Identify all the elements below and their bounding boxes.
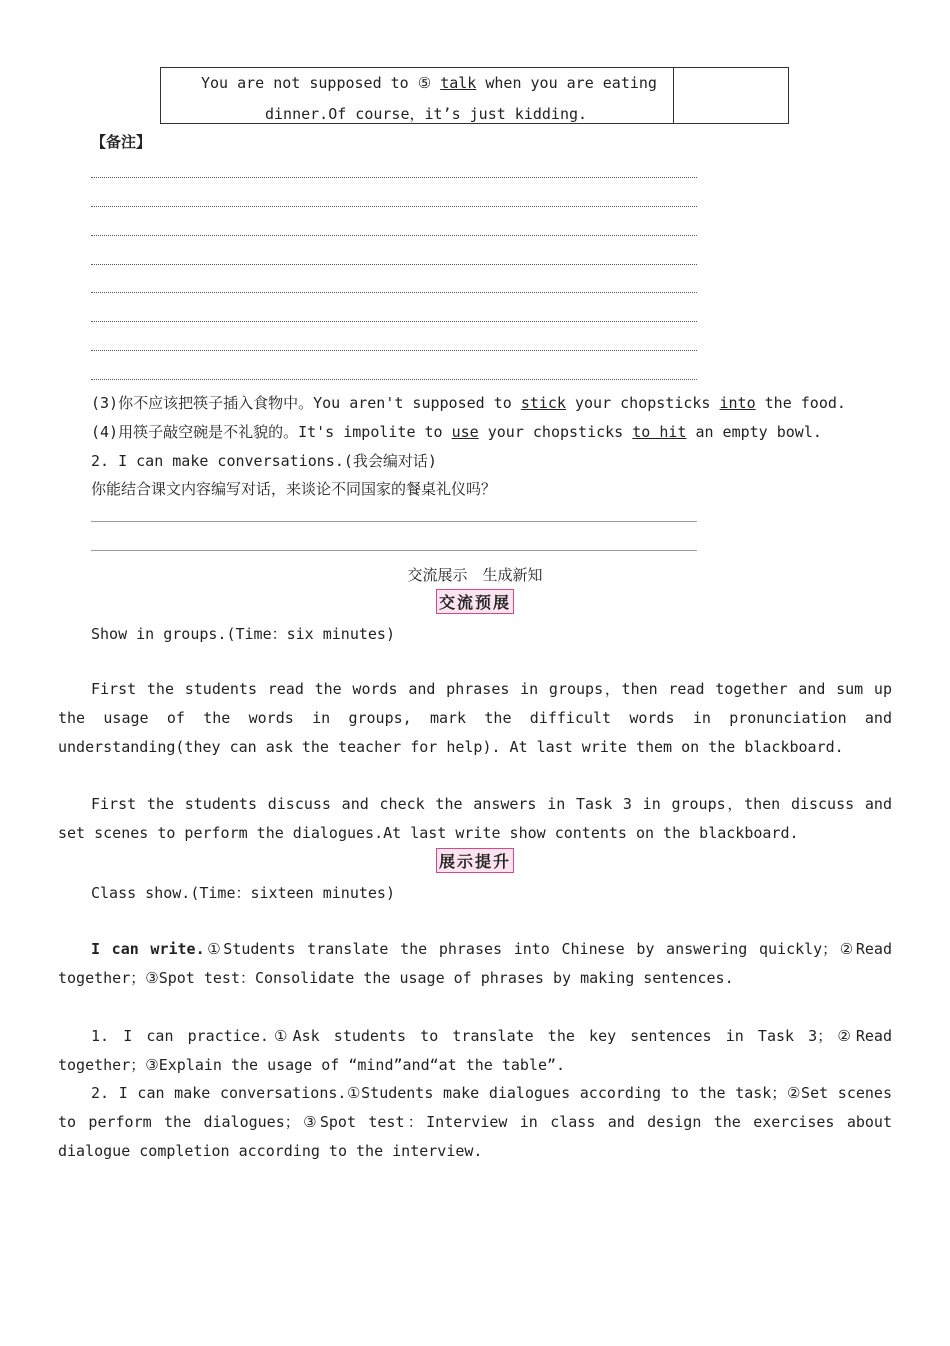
show-in-groups: Show in groups.(Time：six minutes)	[91, 625, 395, 643]
note-line	[91, 264, 697, 265]
section-heading: 交流展示 生成新知	[407, 566, 543, 584]
paragraph-i-can-practice: 1. I can practice.①Ask students to translate the key sentences in Task 3；②Read together；③Explain the usage of “mind”and“at the table”.	[58, 1027, 892, 1074]
notes-label: 【备注】	[91, 133, 152, 151]
note-line	[91, 321, 697, 322]
answer-stick: stick	[520, 394, 566, 412]
tag-exchange-preview-wrap	[0, 589, 950, 614]
answer-into: into	[719, 394, 756, 412]
note-line	[91, 350, 697, 351]
tag-show-improve: 展示提升	[436, 848, 514, 873]
class-show: Class show.(Time：sixteen minutes)	[91, 884, 395, 902]
note-line	[91, 177, 697, 178]
sentence-3: (3)你不应该把筷子插入食物中。You aren't supposed to stick your chopsticks into the food.	[91, 394, 846, 412]
table-cell-line-1: You are not supposed to ⑤ talk when you are eating	[201, 74, 657, 92]
item-2-title: 2. I can make conversations.(我会编对话)	[91, 452, 437, 470]
paragraph-group-discussion: First the students discuss and check the answers in Task 3 in groups，then discuss and set scenes to perform the dialogues.At last write show contents on the blackboard.	[58, 795, 892, 842]
paragraph-make-conversations: 2. I can make conversations.①Students make dialogues according to the task；②Set scenes to perform the dialogues；③Spot test：Interview in class and design the exercises about dialogue completion according to the interview.	[58, 1084, 892, 1160]
answer-to-hit: to hit	[632, 423, 687, 441]
table-cell-line-2: dinner.Of course，it’s just kidding.	[265, 105, 588, 123]
answer-talk: talk	[440, 74, 477, 92]
table-divider	[673, 68, 674, 123]
note-line	[91, 292, 697, 293]
answer-line	[91, 521, 697, 522]
answer-use: use	[451, 423, 479, 441]
paragraph-i-can-write: I can write.①Students translate the phrases into Chinese by answering quickly；②Read together；③Spot test：Consolidate the usage of phrases by making sentences.	[58, 940, 892, 987]
paragraph-group-reading: First the students read the words and phrases in groups，then read together and sum up the usage of the words in groups, mark the difficult words in pronunciation and understanding(they can ask the teacher for help). At last write them on the blackboard.	[58, 680, 892, 756]
sentence-4: (4)用筷子敲空碗是不礼貌的。It's impolite to use your chopsticks to hit an empty bowl.	[91, 423, 822, 441]
tag-show-improve-wrap	[0, 848, 950, 873]
note-line	[91, 206, 697, 207]
answer-line	[91, 550, 697, 551]
item-2-question: 你能结合课文内容编写对话，来谈论不同国家的餐桌礼仪吗？	[91, 480, 497, 498]
answer-table	[160, 67, 789, 124]
note-line	[91, 235, 697, 236]
tag-exchange-preview: 交流预展	[436, 589, 514, 614]
note-line	[91, 379, 697, 380]
